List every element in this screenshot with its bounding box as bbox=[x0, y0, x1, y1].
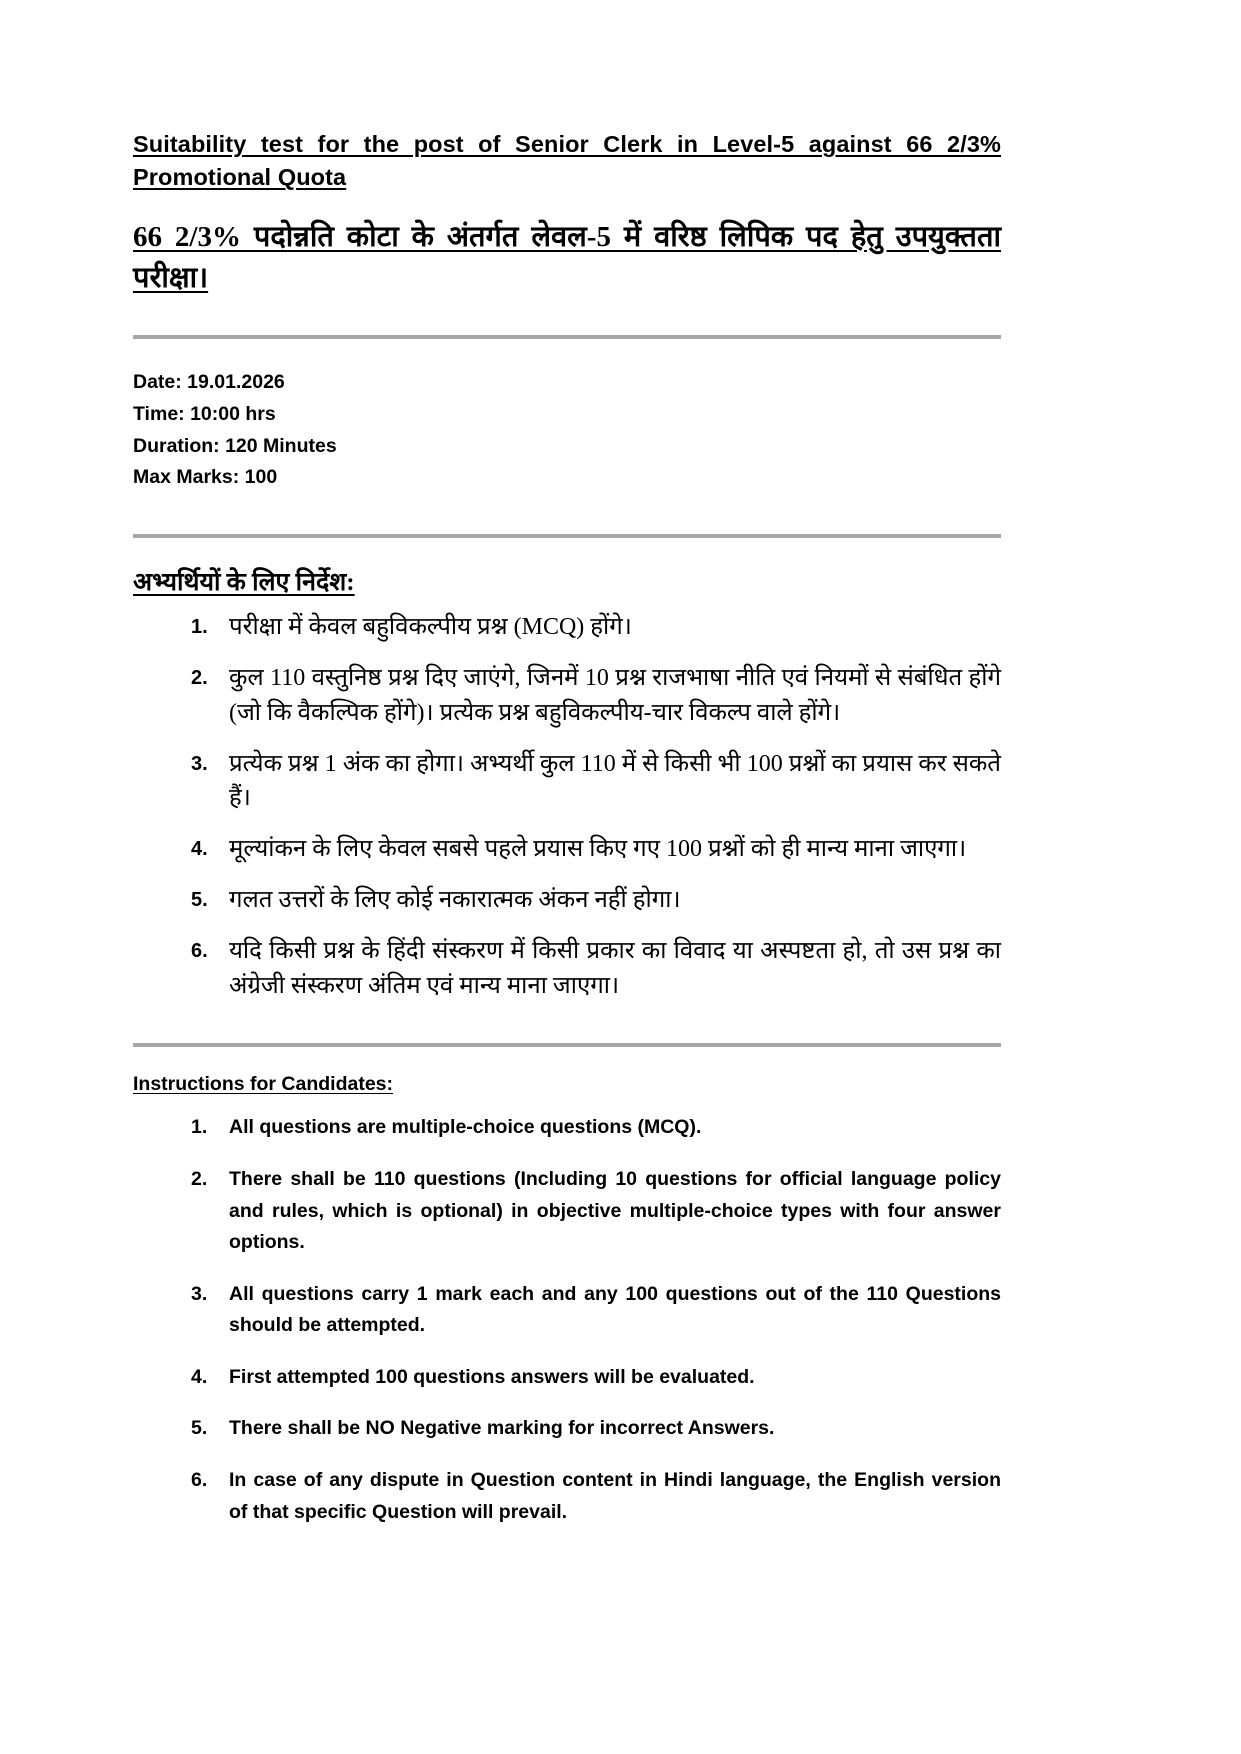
divider-top bbox=[133, 335, 1001, 339]
list-item: मूल्यांकन के लिए केवल सबसे पहले प्रयास किए गए 100 प्रश्नों को ही मान्य माना जाएगा। bbox=[229, 836, 967, 863]
page-title-hindi-text: 66 2/3% पदोन्नति कोटा के अंतर्गत लेवल-5 में वरिष्ठ लिपिक पद हेतु उपयुक्तता परीक्षा। bbox=[133, 220, 1001, 294]
list-item: There shall be NO Negative marking for incorrect Answers. bbox=[229, 1417, 775, 1440]
page-title-hindi bbox=[133, 217, 1001, 299]
list-item: प्रत्येक प्रश्न 1 अंक का होगा। अभ्यर्थी कुल 110 में से किसी भी 100 प्रश्नों का प्रयास कर सकते हैं। bbox=[229, 750, 1001, 812]
section-heading-hindi-text: अभ्यर्थियों के लिए निर्देश: bbox=[133, 569, 355, 597]
page-title-english: Suitability test for the post of Senior Clerk in Level-5 against 66 2/3% Promotional Quota bbox=[133, 131, 1001, 191]
list-item: There shall be 110 questions (Including 10 questions for official language policy and rules, which is optional) in objective multiple-choice types with four answer options. bbox=[229, 1167, 1001, 1254]
list-item: In case of any dispute in Question content in Hindi language, the English version of that specific Question will prevail. bbox=[229, 1468, 1001, 1523]
exam-date: Date: 19.01.2026 bbox=[133, 371, 285, 394]
section-heading-hindi bbox=[133, 564, 1001, 598]
list-item: All questions are multiple-choice questions (MCQ). bbox=[229, 1116, 702, 1139]
section-heading-english-text: Instructions for Candidates: bbox=[133, 1073, 394, 1096]
divider-bottom bbox=[133, 1043, 1001, 1047]
section-heading-english bbox=[133, 1073, 1001, 1096]
list-item: All questions carry 1 mark each and any 100 questions out of the 110 Questions should be attempted. bbox=[229, 1282, 1001, 1337]
divider-middle bbox=[133, 534, 1001, 538]
instructions-list-hindi bbox=[133, 610, 1001, 1003]
instructions-list-english bbox=[133, 1112, 1001, 1528]
exam-max-marks: Max Marks: 100 bbox=[133, 466, 278, 489]
list-item: परीक्षा में केवल बहुविकल्पीय प्रश्न (MCQ) होंगे। bbox=[229, 614, 632, 641]
exam-meta-block bbox=[133, 367, 1001, 494]
list-item: First attempted 100 questions answers will be evaluated. bbox=[229, 1365, 755, 1388]
list-item: गलत उत्तरों के लिए कोई नकारात्मक अंकन नहीं होगा। bbox=[229, 886, 681, 913]
exam-duration: Duration: 120 Minutes bbox=[133, 434, 337, 457]
list-item: यदि किसी प्रश्न के हिंदी संस्करण में किसी प्रकार का विवाद या अस्पष्टता हो, तो उस प्रश्न का अंग्रेजी संस्करण अंतिम एवं मान्य माना जाएगा। bbox=[229, 937, 1001, 999]
exam-time: Time: 10:00 hrs bbox=[133, 402, 276, 425]
list-item: कुल 110 वस्तुनिष्ठ प्रश्न दिए जाएंगे, जिनमें 10 प्रश्न राजभाषा नीति एवं नियमों से संबंधित होंगे (जो कि वैकल्पिक होंगे)। प्रत्येक प्रश्न बहुविकल्पीय-चार विकल्प वाले होंगे। bbox=[229, 664, 1001, 726]
